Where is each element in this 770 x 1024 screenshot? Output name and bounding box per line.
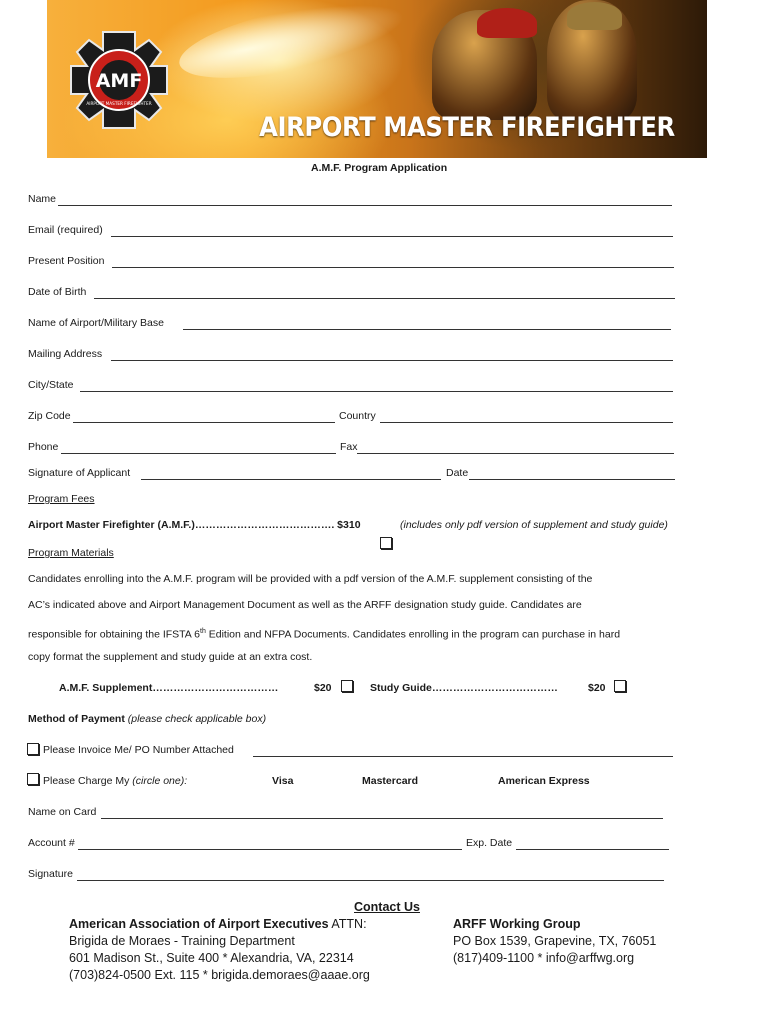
contact-left-org xyxy=(69,916,367,933)
charge-label xyxy=(43,775,187,788)
banner-title: AIRPORT MASTER FIREFIGHTER xyxy=(259,112,675,143)
amf-fee-item: Airport Master Firefighter (A.M.F.)…………………………………. $310 xyxy=(28,519,361,531)
payment-heading-label: Method of Payment xyxy=(28,713,125,725)
invoice-label: Please Invoice Me/ PO Number Attached xyxy=(43,744,234,756)
name-field[interactable] xyxy=(58,205,672,206)
program-fees-heading: Program Fees xyxy=(28,493,95,505)
phone-label: Phone xyxy=(28,441,59,453)
country-field[interactable] xyxy=(380,422,673,423)
amf-fee-note: (includes only pdf version of supplement and study guide) xyxy=(400,519,668,531)
contact-left-line: Brigida de Moraes - Training Department xyxy=(69,934,295,948)
program-materials-heading: Program Materials xyxy=(28,547,114,559)
materials-text-part: Edition and NFPA Documents. Candidates enrolling in the program can purchase in hard xyxy=(205,628,621,641)
contact-heading: Contact Us xyxy=(354,900,420,914)
contact-left-line: (703)824-0500 Ext. 115 * brigida.demoraes@aaae.org xyxy=(69,968,370,982)
fax-field[interactable] xyxy=(357,453,674,454)
email-field[interactable] xyxy=(111,236,673,237)
materials-text-line: copy format the supplement and study guide at an extra cost. xyxy=(28,651,313,663)
airport-field[interactable] xyxy=(183,329,671,330)
supplement-checkbox[interactable] xyxy=(341,680,353,692)
supplement-item: A.M.F. Supplement……………………………… xyxy=(59,682,279,694)
materials-text-line xyxy=(28,625,620,642)
arff-name: ARFF Working Group xyxy=(453,917,581,931)
city-field[interactable] xyxy=(80,391,673,392)
card-option-visa[interactable]: Visa xyxy=(272,775,294,787)
materials-text-part: responsible for obtaining the IFSTA 6 xyxy=(28,628,200,641)
name-label: Name xyxy=(28,193,57,205)
ordinal-suffix: th xyxy=(200,628,206,635)
signature-applicant-label: Signature of Applicant xyxy=(28,467,131,479)
supplement-price: $20 xyxy=(314,682,332,694)
amf-fee-checkbox[interactable] xyxy=(380,537,392,549)
svg-text:AIRPORT MASTER FIREFIGHTER: AIRPORT MASTER FIREFIGHTER xyxy=(86,101,152,106)
signature-label: Signature xyxy=(28,868,73,880)
airport-label: Name of Airport/Military Base xyxy=(28,317,164,329)
fax-label: Fax xyxy=(340,441,358,453)
svg-text:AMF: AMF xyxy=(95,70,143,92)
card-option-mastercard[interactable]: Mastercard xyxy=(362,775,419,787)
country-label: Country xyxy=(339,410,376,422)
materials-text-line: Candidates enrolling into the A.M.F. program will be provided with a pdf version of the A.M.F. supplement consisting of the xyxy=(28,573,593,585)
mailing-label: Mailing Address xyxy=(28,348,103,360)
charge-label-note: (circle one): xyxy=(132,775,188,787)
charge-label-text: Please Charge My xyxy=(43,775,130,787)
water-spray-graphic xyxy=(173,0,410,93)
mailing-field[interactable] xyxy=(111,360,673,361)
attn-label: ATTN: xyxy=(328,917,367,931)
contact-right-line: PO Box 1539, Grapevine, TX, 76051 xyxy=(453,934,657,948)
contact-left-line: 601 Madison St., Suite 400 * Alexandria, VA, 22314 xyxy=(69,951,354,965)
po-number-field[interactable] xyxy=(253,756,673,757)
header-banner xyxy=(47,0,707,158)
signature-field[interactable] xyxy=(77,880,664,881)
date-field[interactable] xyxy=(469,479,675,480)
zip-field[interactable] xyxy=(73,422,335,423)
form-heading: A.M.F. Program Application xyxy=(311,162,448,174)
position-label: Present Position xyxy=(28,255,105,267)
email-label: Email (required) xyxy=(28,224,103,236)
payment-heading-note: (please check applicable box) xyxy=(127,713,267,725)
invoice-checkbox[interactable] xyxy=(27,743,39,755)
account-label: Account # xyxy=(28,837,75,849)
payment-heading xyxy=(28,713,266,726)
dob-label: Date of Birth xyxy=(28,286,87,298)
account-field[interactable] xyxy=(78,849,462,850)
materials-text-line: AC’s indicated above and Airport Management Document as well as the ARFF designation study guide. Candidates are xyxy=(28,599,582,611)
name-on-card-label: Name on Card xyxy=(28,806,97,818)
zip-label: Zip Code xyxy=(28,410,71,422)
aaae-name: American Association of Airport Executives xyxy=(69,917,329,931)
position-field[interactable] xyxy=(112,267,674,268)
study-guide-price: $20 xyxy=(588,682,606,694)
phone-field[interactable] xyxy=(61,453,336,454)
study-guide-item: Study Guide……………………………… xyxy=(370,682,558,694)
city-label: City/State xyxy=(28,379,74,391)
signature-applicant-field[interactable] xyxy=(141,479,441,480)
amf-logo-icon xyxy=(67,28,171,132)
name-on-card-field[interactable] xyxy=(101,818,663,819)
helmet-graphic xyxy=(567,2,622,30)
contact-right-line: (817)409-1100 * info@arffwg.org xyxy=(453,951,635,965)
study-guide-checkbox[interactable] xyxy=(614,680,626,692)
charge-checkbox[interactable] xyxy=(27,773,39,785)
card-option-amex[interactable]: American Express xyxy=(498,775,590,787)
date-label: Date xyxy=(446,467,469,479)
helmet-graphic xyxy=(477,8,537,38)
dob-field[interactable] xyxy=(94,298,675,299)
exp-date-field[interactable] xyxy=(516,849,669,850)
exp-date-label: Exp. Date xyxy=(466,837,513,849)
